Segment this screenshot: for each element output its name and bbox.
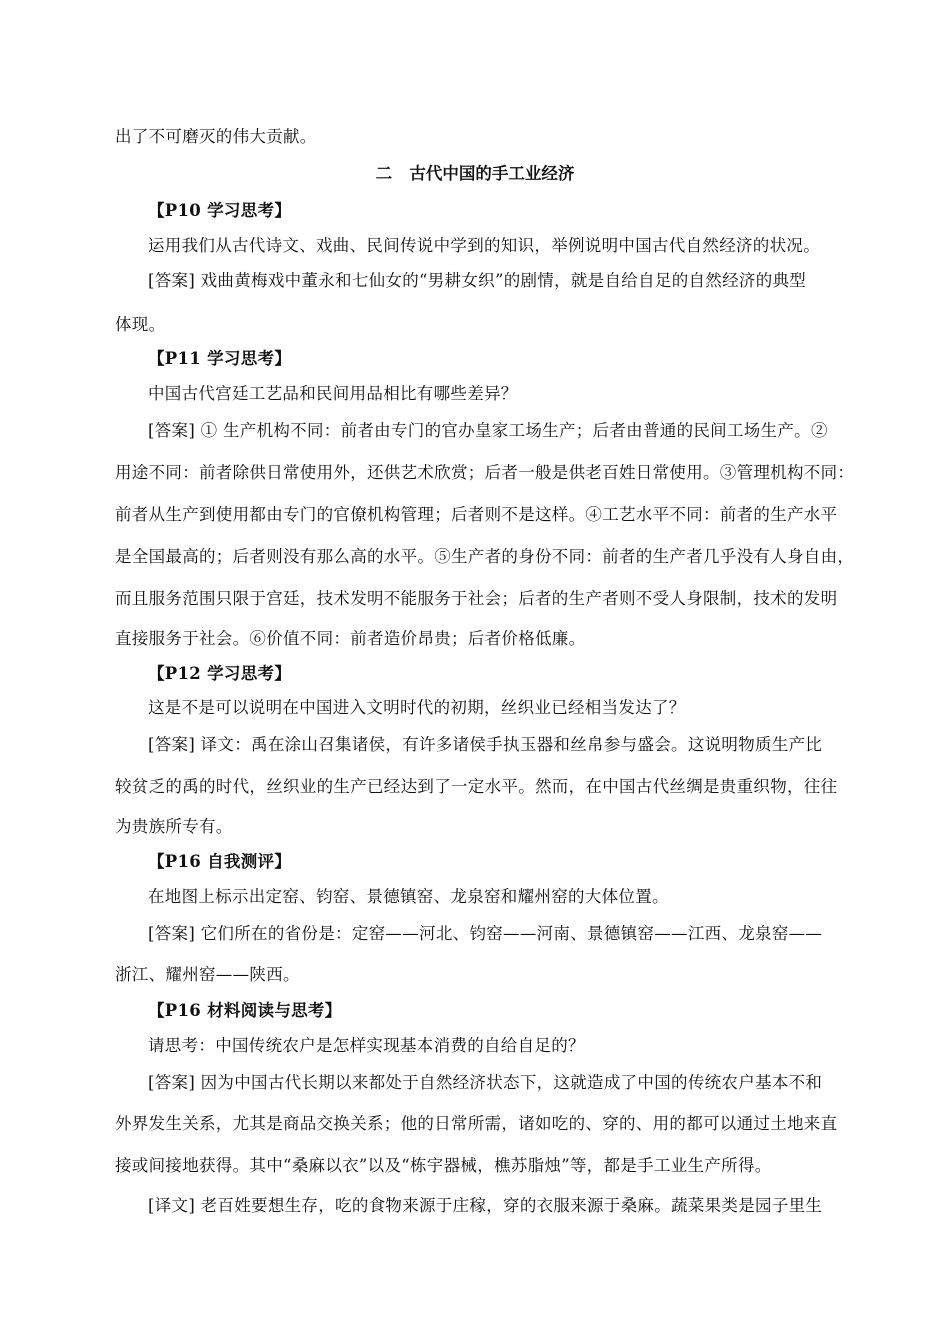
question-line: 在地图上标示出定窑、钧窑、景德镇窑、龙泉窑和耀州窑的大体位置。 (148, 887, 669, 906)
translation-line: [译文] 老百姓要想生存，吃的食物来源于庄稼，穿的衣服来源于桑麻。蔬菜果类是园子里生 (148, 1196, 823, 1215)
answer-line: [答案] 戏曲黄梅戏中董永和七仙女的“男耕女织”的剧情，就是自给自足的自然经济的典型 (148, 271, 807, 290)
answer-line: [答案] ① 生产机构不同：前者由专门的官办皇家工场生产；后者由普通的民间工场生产。② (148, 421, 828, 440)
answer-line: [答案] 译文：禹在涂山召集诸侯，有许多诸侯手执玉器和丝帛参与盛会。这说明物质生产比 (148, 735, 823, 754)
answer-line: 为贵族所专有。 (115, 817, 233, 836)
section-label-p11: 【P11 学习思考】 (148, 349, 292, 368)
section-label-p16-self-test: 【P16 自我测评】 (148, 852, 292, 871)
answer-line: [答案] 它们所在的省份是：定窑——河北、钧窑——河南、景德镇窑——江西、龙泉窑—— (148, 924, 823, 943)
answer-line: 外界发生关系，尤其是商品交换关系；他的日常所需，诸如吃的、穿的、用的都可以通过土地来直 (115, 1114, 838, 1133)
answer-line: 是全国最高的；后者则没有那么高的水平。⑤生产者的身份不同：前者的生产者几乎没有人身自由， (115, 547, 855, 566)
question-line: 这是不是可以说明在中国进入文明时代的初期，丝织业已经相当发达了？ (148, 698, 686, 717)
question-line: 请思考：中国传统农户是怎样实现基本消费的自给自足的？ (148, 1036, 585, 1055)
section-label-p16-reading: 【P16 材料阅读与思考】 (148, 1001, 342, 1020)
question-line: 中国古代宫廷工艺品和民间用品相比有哪些差异？ (148, 384, 518, 403)
question-line: 运用我们从古代诗文、戏曲、民间传说中学到的知识，举例说明中国古代自然经济的状况。 (148, 236, 820, 255)
answer-line: 前者从生产到使用都由专门的官僚机构管理；后者则不是这样。④工艺水平不同：前者的生产水平 (115, 505, 838, 524)
answer-line: 直接服务于社会。⑥价值不同：前者造价昂贵；后者价格低廉。 (115, 629, 586, 648)
paragraph-line: 出了不可磨灭的伟大贡献。 (115, 127, 317, 146)
answer-line: 接或间接地获得。其中“桑麻以衣”以及“栋宇器械，樵苏脂烛”等，都是手工业生产所得。 (115, 1156, 772, 1175)
answer-line: 体现。 (115, 315, 166, 334)
section-label-p10: 【P10 学习思考】 (148, 201, 292, 220)
answer-line: [答案] 因为中国古代长期以来都处于自然经济状态下，这就造成了中国的传统农户基本不和 (148, 1073, 823, 1092)
section-label-p12: 【P12 学习思考】 (148, 664, 292, 683)
section-heading: 二 古代中国的手工业经济 (375, 164, 575, 183)
answer-line: 用途不同：前者除供日常使用外，还供艺术欣赏；后者一般是供老百姓日常使用。③管理机构不同： (115, 463, 855, 482)
answer-line: 浙江、耀州窑——陕西。 (115, 965, 300, 984)
answer-line: 而且服务范围只限于宫廷，技术发明不能服务于社会；后者的生产者则不受人身限制，技术的发明 (115, 589, 838, 608)
answer-line: 较贫乏的禹的时代，丝织业的生产已经达到了一定水平。然而，在中国古代丝绸是贵重织物，往往 (115, 777, 838, 796)
